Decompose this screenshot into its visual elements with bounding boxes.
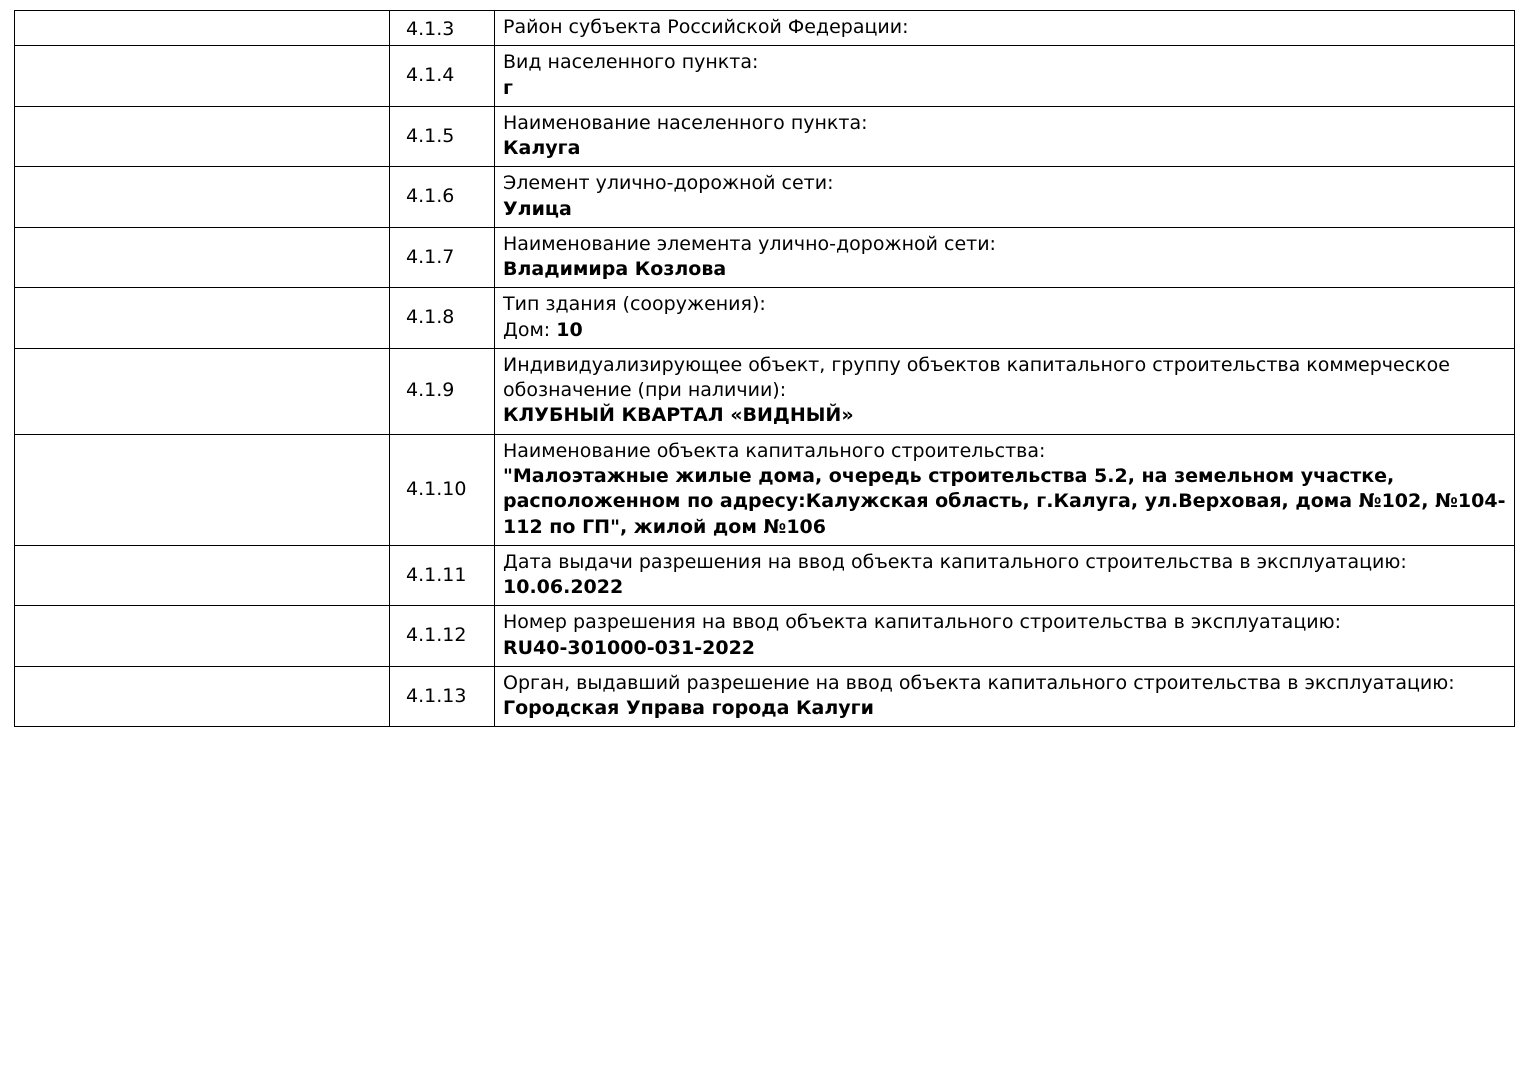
table-row bbox=[15, 227, 1515, 288]
row-number: 4.1.10 bbox=[406, 477, 467, 500]
row-value: 10 bbox=[556, 318, 583, 341]
row-value-prefix: Дом: bbox=[503, 318, 557, 341]
row-value: "Малоэтажные жилые дома, очередь строительства 5.2, на земельном участке, расположенном по адресу:Калужская область, г.Калуга, ул.Верховая, дома №102, №104-112 по ГП", жилой дом №106 bbox=[503, 464, 1506, 538]
table-row bbox=[15, 348, 1515, 434]
row-value: RU40-301000-031-2022 bbox=[503, 636, 756, 659]
row-number: 4.1.6 bbox=[406, 185, 455, 208]
table-row bbox=[15, 434, 1515, 545]
table-body bbox=[15, 11, 1515, 727]
row-spacer-cell bbox=[15, 106, 390, 167]
row-value: Улица bbox=[503, 197, 572, 220]
row-spacer-cell bbox=[15, 227, 390, 288]
row-spacer-cell bbox=[15, 167, 390, 228]
row-spacer-cell bbox=[15, 288, 390, 349]
row-label: Орган, выдавший разрешение на ввод объекта капитального строительства в эксплуатацию: bbox=[503, 671, 1455, 694]
row-content-cell bbox=[495, 666, 1515, 727]
row-number: 4.1.5 bbox=[406, 124, 455, 147]
table-row bbox=[15, 288, 1515, 349]
row-number-cell bbox=[390, 288, 495, 349]
row-number-cell bbox=[390, 545, 495, 606]
row-spacer-cell bbox=[15, 348, 390, 434]
row-number: 4.1.13 bbox=[406, 684, 467, 707]
row-label: Тип здания (сооружения): bbox=[503, 293, 766, 316]
table-row bbox=[15, 606, 1515, 667]
row-label: Элемент улично-дорожной сети: bbox=[503, 172, 834, 195]
row-content-cell bbox=[495, 348, 1515, 434]
row-number-cell bbox=[390, 348, 495, 434]
row-value: Городская Управа города Калуги bbox=[503, 697, 874, 720]
row-spacer-cell bbox=[15, 545, 390, 606]
row-label: Индивидуализирующее объект, группу объектов капитального строительства коммерческое обозначение (при наличии): bbox=[503, 353, 1450, 402]
row-number: 4.1.9 bbox=[406, 379, 455, 402]
table-row bbox=[15, 46, 1515, 107]
row-content-cell bbox=[495, 288, 1515, 349]
table-row bbox=[15, 167, 1515, 228]
row-number: 4.1.12 bbox=[406, 624, 467, 647]
row-number-cell bbox=[390, 606, 495, 667]
row-label: Вид населенного пункта: bbox=[503, 51, 759, 74]
row-number: 4.1.11 bbox=[406, 563, 467, 586]
row-number-cell bbox=[390, 167, 495, 228]
row-value: Калуга bbox=[503, 137, 581, 160]
table-row bbox=[15, 106, 1515, 167]
row-content-cell bbox=[495, 46, 1515, 107]
table-row bbox=[15, 11, 1515, 46]
row-number: 4.1.3 bbox=[406, 18, 455, 40]
row-content-cell bbox=[495, 11, 1515, 46]
row-number-cell bbox=[390, 106, 495, 167]
row-label: Номер разрешения на ввод объекта капитального строительства в эксплуатацию: bbox=[503, 611, 1341, 634]
row-number-cell bbox=[390, 46, 495, 107]
row-number: 4.1.4 bbox=[406, 64, 455, 87]
row-label: Наименование населенного пункта: bbox=[503, 111, 868, 134]
row-spacer-cell bbox=[15, 46, 390, 107]
row-spacer-cell bbox=[15, 11, 390, 46]
row-label: Дата выдачи разрешения на ввод объекта капитального строительства в эксплуатацию: bbox=[503, 550, 1407, 573]
table-row bbox=[15, 666, 1515, 727]
row-spacer-cell bbox=[15, 606, 390, 667]
row-label: Наименование элемента улично-дорожной сети: bbox=[503, 232, 996, 255]
row-spacer-cell bbox=[15, 666, 390, 727]
row-number: 4.1.7 bbox=[406, 245, 455, 268]
row-number-cell bbox=[390, 434, 495, 545]
object-details-table bbox=[14, 10, 1515, 727]
row-number-cell bbox=[390, 11, 495, 46]
row-value: КЛУБНЫЙ КВАРТАЛ «ВИДНЫЙ» bbox=[503, 404, 854, 427]
row-content-cell bbox=[495, 434, 1515, 545]
row-number-cell bbox=[390, 666, 495, 727]
row-value: г bbox=[503, 76, 513, 99]
row-content-cell bbox=[495, 606, 1515, 667]
row-value: Владимира Козлова bbox=[503, 258, 727, 281]
row-label: Район субъекта Российской Федерации: bbox=[503, 16, 909, 38]
row-content-cell bbox=[495, 106, 1515, 167]
row-content-cell bbox=[495, 545, 1515, 606]
row-spacer-cell bbox=[15, 434, 390, 545]
table-row bbox=[15, 545, 1515, 606]
row-content-cell bbox=[495, 227, 1515, 288]
row-number: 4.1.8 bbox=[406, 306, 455, 329]
row-content-cell bbox=[495, 167, 1515, 228]
row-label: Наименование объекта капитального строительства: bbox=[503, 439, 1046, 462]
row-number-cell bbox=[390, 227, 495, 288]
row-value: 10.06.2022 bbox=[503, 576, 624, 599]
